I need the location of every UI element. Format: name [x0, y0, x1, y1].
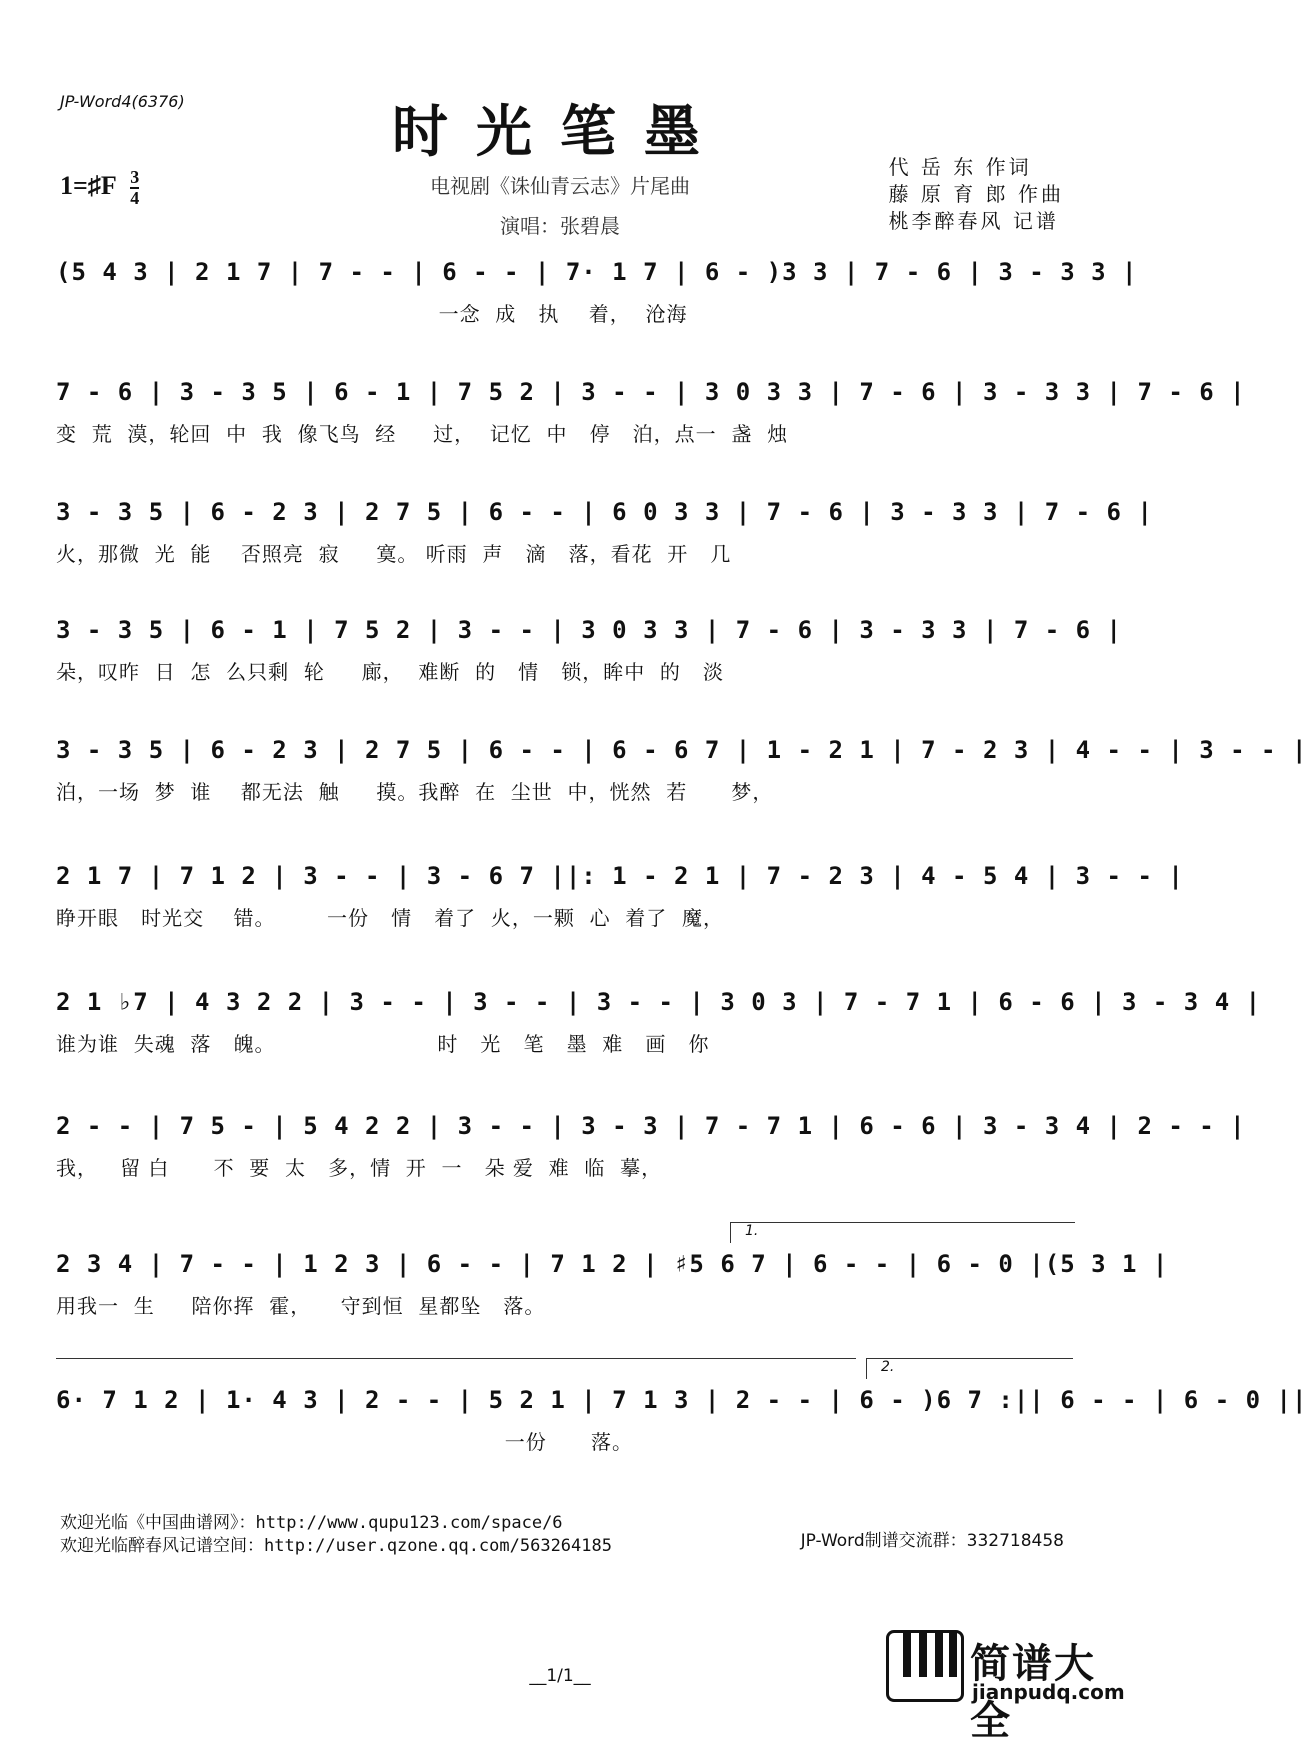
software-label: JP-Word4(6376): [60, 92, 185, 111]
notation-line: 3 - 3 5 | 6 - 2 3 | 2 7 5 | 6 - - | 6 0 3 3 | 7 - 6 | 3 - 3 3 | 7 - 6 |: [56, 498, 1153, 526]
lyric-line: 谁为谁 失魂 落 魄。 时 光 笔 墨 难 画 你: [56, 1032, 710, 1056]
notation-line: 3 - 3 5 | 6 - 1 | 7 5 2 | 3 - - | 3 0 3 3 | 7 - 6 | 3 - 3 3 | 7 - 6 |: [56, 616, 1122, 644]
first-ending-bracket: [730, 1222, 1075, 1243]
piano-keys-icon: [886, 1630, 964, 1702]
lyric-line: 我， 留 白 不 要 太 多，情 开 一 朵 爱 难 临 摹，: [56, 1156, 663, 1180]
notation-line: 3 - 3 5 | 6 - 2 3 | 2 7 5 | 6 - - | 6 - 6 7 | 1 - 2 1 | 7 - 2 3 | 4 - - | 3 - - |: [56, 736, 1307, 764]
qq-group: JP-Word制谱交流群：332718458: [800, 1531, 1064, 1551]
song-title: 时光笔墨: [392, 99, 728, 165]
first-ending-label: 1.: [745, 1223, 759, 1239]
time-bottom: 4: [130, 188, 140, 208]
notation-line: 2 1 ♭7 | 4 3 2 2 | 3 - - | 3 - - | 3 - - | 3 0 3 | 7 - 7 1 | 6 - 6 | 3 - 3 4 |: [56, 988, 1262, 1016]
lyric-line: 朵，叹昨 日 怎 么只剩 轮 廊， 难断 的 情 锁，眸中 的 淡: [56, 660, 725, 684]
repeat-bracket: [56, 1358, 856, 1359]
lyric-line: 睁开眼 时光交 错。 一份 情 着了 火，一颗 心 着了 魔，: [56, 906, 725, 930]
second-ending-label: 2.: [881, 1359, 895, 1375]
notation-line: 2 1 7 | 7 1 2 | 3 - - | 3 - 6 7 ||: 1 - 2 1 | 7 - 2 3 | 4 - 5 4 | 3 - - |: [56, 862, 1184, 890]
notation-line: 2 - - | 7 5 - | 5 4 2 2 | 3 - - | 3 - 3 | 7 - 7 1 | 6 - 6 | 3 - 3 4 | 2 - - |: [56, 1112, 1246, 1140]
logo-name: 简谱大全: [970, 1641, 1096, 1744]
time-top: 3: [130, 167, 140, 187]
notation-line: 2 3 4 | 7 - - | 1 2 3 | 6 - - | 7 1 2 | ♯5 6 7 | 6 - - | 6 - 0 |(5 3 1 |: [56, 1250, 1169, 1278]
subtitle: 电视剧《诛仙青云志》片尾曲: [430, 174, 690, 198]
lyric-line: 泊，一场 梦 谁 都无法 触 摸。我醉 在 尘世 中，恍然 若 梦，: [56, 780, 774, 804]
lyric-line: 火，那微 光 能 否照亮 寂 寞。 听雨 声 滴 落，看花 开 几: [56, 542, 732, 566]
site-logo: [886, 1630, 1125, 1744]
notation-line: (5 4 3 | 2 1 7 | 7 - - | 6 - - | 7· 1 7 | 6 - )3 3 | 7 - 6 | 3 - 3 3 |: [56, 258, 1138, 286]
footer-links: [60, 1512, 612, 1558]
notation-line: 6· 7 1 2 | 1· 4 3 | 2 - - | 5 2 1 | 7 1 3 | 2 - - | 6 - )6 7 :|| 6 - - | 6 - 0 ||: [56, 1386, 1307, 1414]
lyric-line: 变 荒 漠，轮回 中 我 像飞鸟 经 过， 记忆 中 停 泊，点一 盏 烛: [56, 422, 789, 446]
footer-link-2[interactable]: 欢迎光临醉春风记谱空间：http://user.qzone.qq.com/563264185: [60, 1536, 612, 1556]
notation-line: 7 - 6 | 3 - 3 5 | 6 - 1 | 7 5 2 | 3 - - | 3 0 3 3 | 7 - 6 | 3 - 3 3 | 7 - 6 |: [56, 378, 1246, 406]
composer: 藤 原 育 郎 作曲: [888, 182, 1064, 206]
transcriber: 桃李醉春风 记谱: [888, 209, 1059, 233]
lyric-line: 一份 落。: [56, 1430, 633, 1454]
lyricist: 代 岳 东 作词: [888, 155, 1032, 179]
credits: [889, 154, 1064, 235]
logo-url: jianpudq.com: [972, 1680, 1125, 1704]
singer: 演唱：张碧晨: [500, 214, 620, 238]
lyric-line: 一念 成 执 着， 沧海: [56, 302, 688, 326]
footer-link-1[interactable]: 欢迎光临《中国曲谱网》：http://www.qupu123.com/space/6: [60, 1513, 563, 1533]
second-ending-bracket: [866, 1358, 1073, 1379]
lyric-line: 用我一 生 陪你挥 霍， 守到恒 星都坠 落。: [56, 1294, 546, 1318]
page-number: __1/1__: [529, 1666, 591, 1686]
key-label: 1=♯F: [60, 170, 116, 200]
